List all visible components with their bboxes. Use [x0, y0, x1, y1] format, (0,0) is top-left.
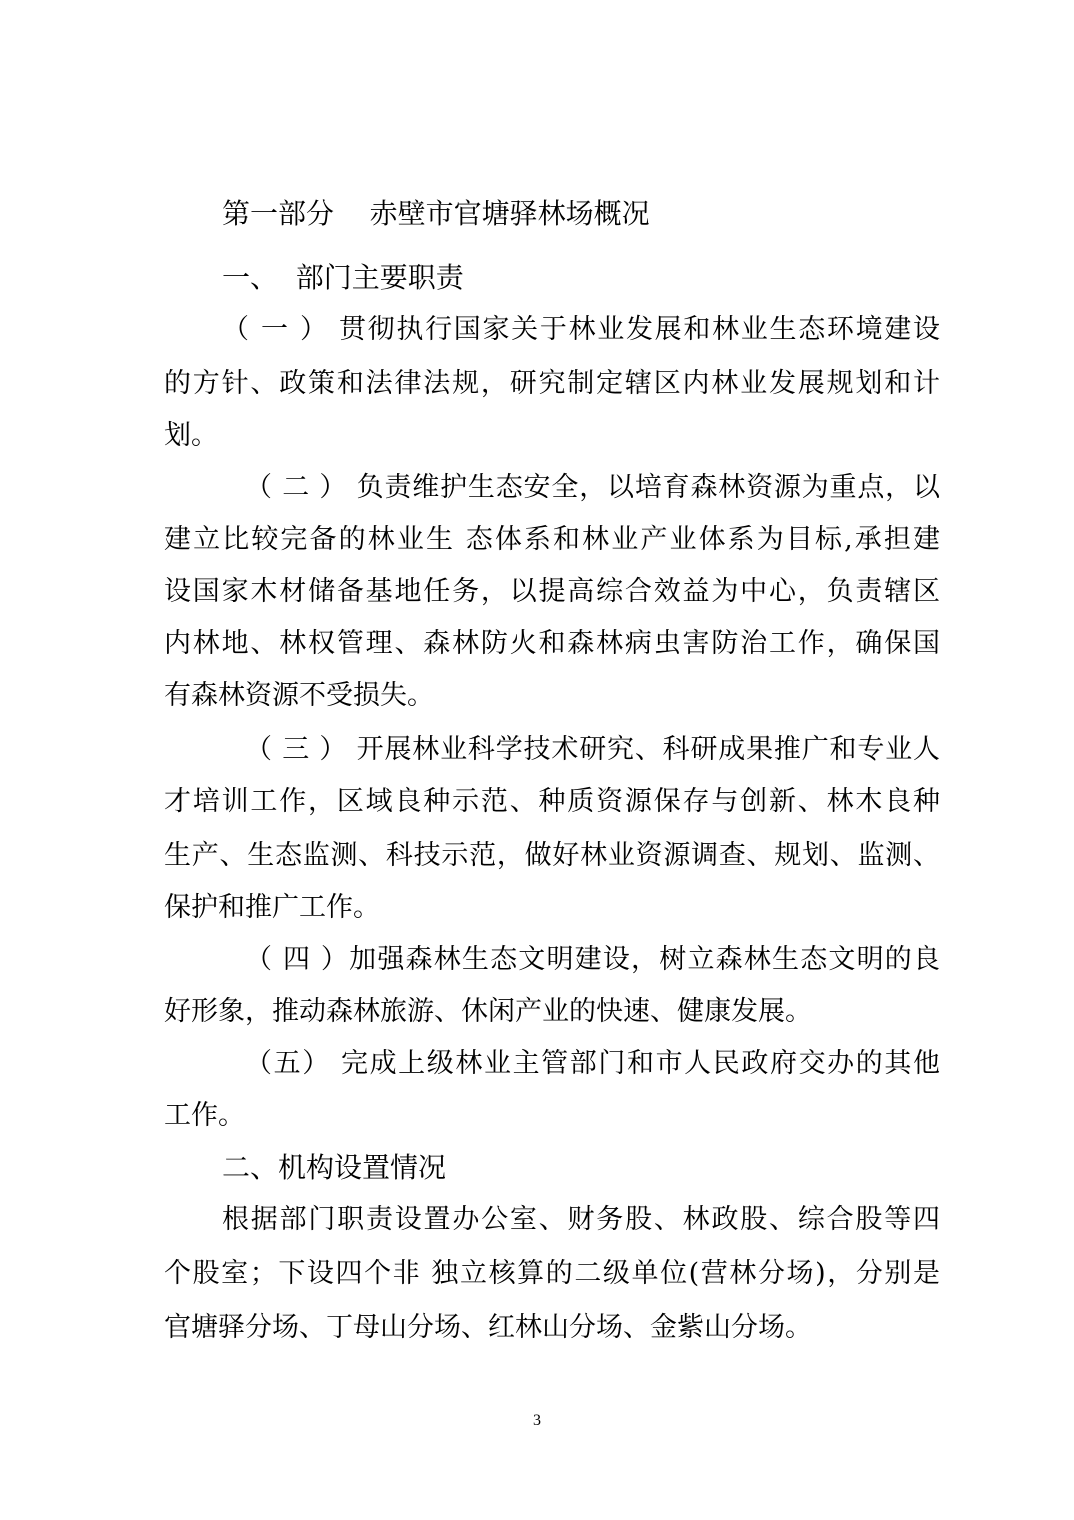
paragraph-line: （ 二 ） 负责维护生态安全，以培育森林资源为重点，以 [245, 472, 940, 503]
paragraph-line: （ 三 ） 开展林业科学技术研究、科研成果推广和专业人 [245, 734, 940, 765]
section-heading-structure: 二、机构设置情况 [222, 1151, 447, 1184]
paragraph-line: 有森林资源不受损失。 [164, 680, 434, 711]
paragraph-line: 划。 [164, 420, 218, 451]
paragraph-line: （ 四 ）加强森林生态文明建设，树立森林生态文明的良 [245, 944, 940, 975]
paragraph-line: 保护和推广工作。 [164, 892, 380, 923]
paragraph-line: 根据部门职责设置办公室、财务股、林政股、综合股等四 [222, 1204, 940, 1235]
paragraph-line: 生产、生态监测、科技示范，做好林业资源调查、规划、监测、 [164, 840, 940, 871]
paragraph-line: 才培训工作，区域良种示范、种质资源保存与创新、林木良种 [164, 786, 940, 817]
part-title: 第一部分 赤壁市官塘驿林场概况 [222, 197, 650, 230]
page-number: 3 [533, 1412, 541, 1429]
paragraph-line: （ 一 ） 贯彻执行国家关于林业发展和林业生态环境建设 [222, 314, 940, 345]
paragraph-line: 好形象，推动森林旅游、休闲产业的快速、健康发展。 [164, 996, 812, 1027]
paragraph-line: 的方针、政策和法律法规，研究制定辖区内林业发展规划和计 [164, 368, 940, 399]
paragraph-line: 个股室；下设四个非 独立核算的二级单位(营林分场)，分别是 [164, 1258, 940, 1289]
paragraph-line: （五） 完成上级林业主管部门和市人民政府交办的其他 [245, 1048, 940, 1079]
paragraph-line: 内林地、林权管理、森林防火和森林病虫害防治工作，确保国 [164, 628, 940, 659]
paragraph-line: 设国家木材储备基地任务，以提高综合效益为中心，负责辖区 [164, 576, 940, 607]
section-heading-duties: 一、 部门主要职责 [222, 261, 464, 294]
paragraph-line: 工作。 [164, 1100, 245, 1131]
paragraph-line: 建立比较完备的林业生 态体系和林业产业体系为目标,承担建 [164, 524, 940, 555]
paragraph-line: 官塘驿分场、丁母山分场、红林山分场、金紫山分场。 [164, 1312, 812, 1343]
